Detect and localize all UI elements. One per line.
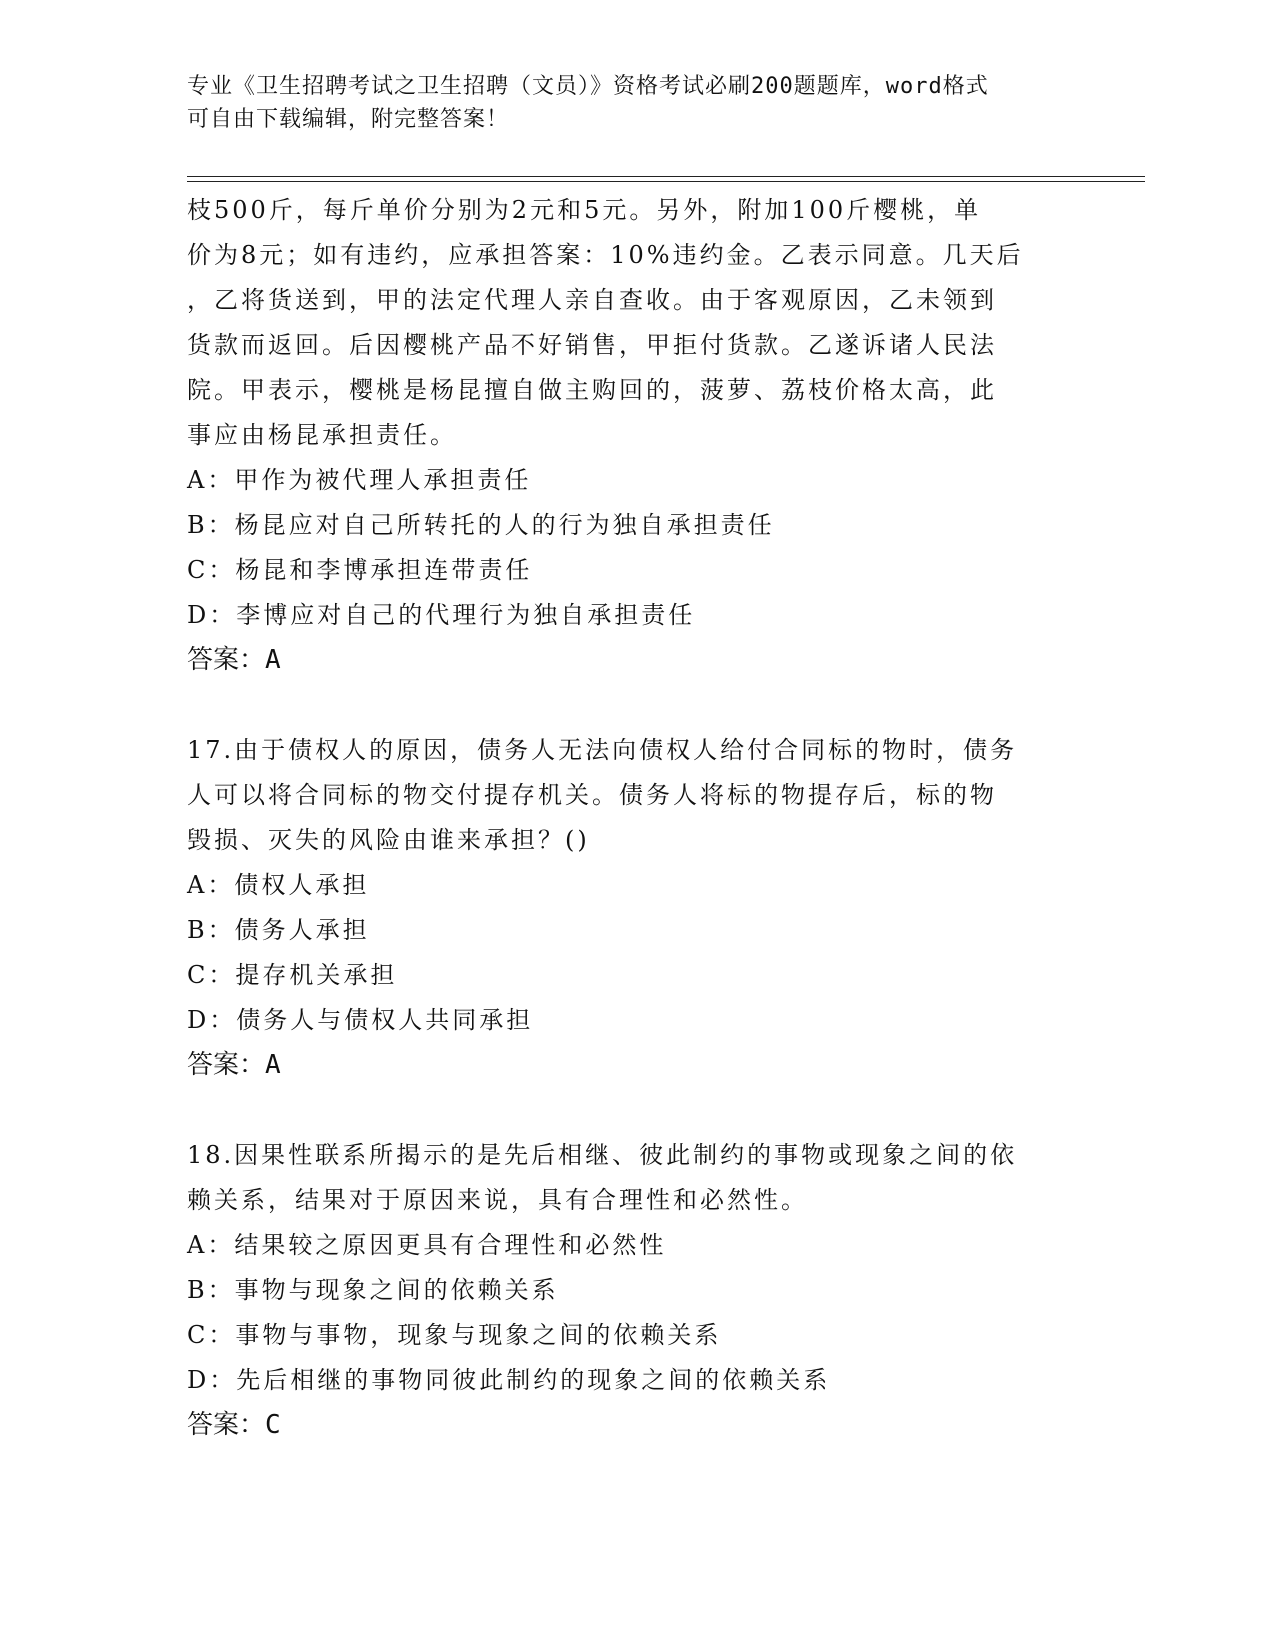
option-b: B：杨昆应对自己所转托的人的行为独自承担责任 <box>187 511 775 539</box>
question-text-line: 院。甲表示，樱桃是杨昆擅自做主购回的，菠萝、荔枝价格太高，此 <box>187 376 997 404</box>
header-line-2: 可自由下载编辑，附完整答案！ <box>187 107 510 132</box>
question-text-line: 17.由于债权人的原因，债务人无法向债权人给付合同标的物时，债务 <box>187 736 1018 764</box>
option-d: D：债务人与债权人共同承担 <box>187 1006 534 1034</box>
option-d: D：李博应对自己的代理行为独自承担责任 <box>187 601 696 629</box>
header-divider <box>187 176 1145 182</box>
answer-line: 答案：C <box>187 1410 281 1440</box>
question-18 <box>187 1133 1067 1448</box>
question-text-line: 赖关系，结果对于原因来说，具有合理性和必然性。 <box>187 1186 808 1214</box>
option-a: A：结果较之原因更具有合理性和必然性 <box>187 1231 667 1259</box>
option-a: A：甲作为被代理人承担责任 <box>187 466 532 494</box>
question-text-line: 18.因果性联系所揭示的是先后相继、彼此制约的事物或现象之间的依 <box>187 1141 1018 1169</box>
option-d: D：先后相继的事物同彼此制约的现象之间的依赖关系 <box>187 1366 831 1394</box>
question-text-line: ，乙将货送到，甲的法定代理人亲自查收。由于客观原因，乙未领到 <box>187 286 997 314</box>
question-text-line: 货款而返回。后因樱桃产品不好销售，甲拒付货款。乙遂诉诸人民法 <box>187 331 997 359</box>
spacer <box>187 683 1067 728</box>
page-header <box>187 70 1067 136</box>
document-body <box>187 188 1067 1448</box>
question-text-line: 枝500斤，每斤单价分别为2元和5元。另外，附加100斤樱桃，单 <box>187 196 982 224</box>
question-continued <box>187 188 1067 683</box>
option-c: C：提存机关承担 <box>187 961 398 989</box>
header-line-1: 专业《卫生招聘考试之卫生招聘（文员）》资格考试必刷200题题库，word格式 <box>187 74 989 99</box>
option-a: A：债权人承担 <box>187 871 370 899</box>
option-c: C：事物与事物，现象与现象之间的依赖关系 <box>187 1321 722 1349</box>
question-text-line: 毁损、灭失的风险由谁来承担？() <box>187 826 590 854</box>
option-c: C：杨昆和李博承担连带责任 <box>187 556 533 584</box>
option-b: B：债务人承担 <box>187 916 370 944</box>
question-text-line: 人可以将合同标的物交付提存机关。债务人将标的物提存后，标的物 <box>187 781 997 809</box>
answer-line: 答案：A <box>187 645 281 675</box>
option-b: B：事物与现象之间的依赖关系 <box>187 1276 559 1304</box>
spacer <box>187 1088 1067 1133</box>
question-17 <box>187 728 1067 1088</box>
question-text-line: 价为8元；如有违约，应承担答案：10%违约金。乙表示同意。几天后 <box>187 241 1024 269</box>
question-text-line: 事应由杨昆承担责任。 <box>187 421 457 449</box>
answer-line: 答案：A <box>187 1050 281 1080</box>
